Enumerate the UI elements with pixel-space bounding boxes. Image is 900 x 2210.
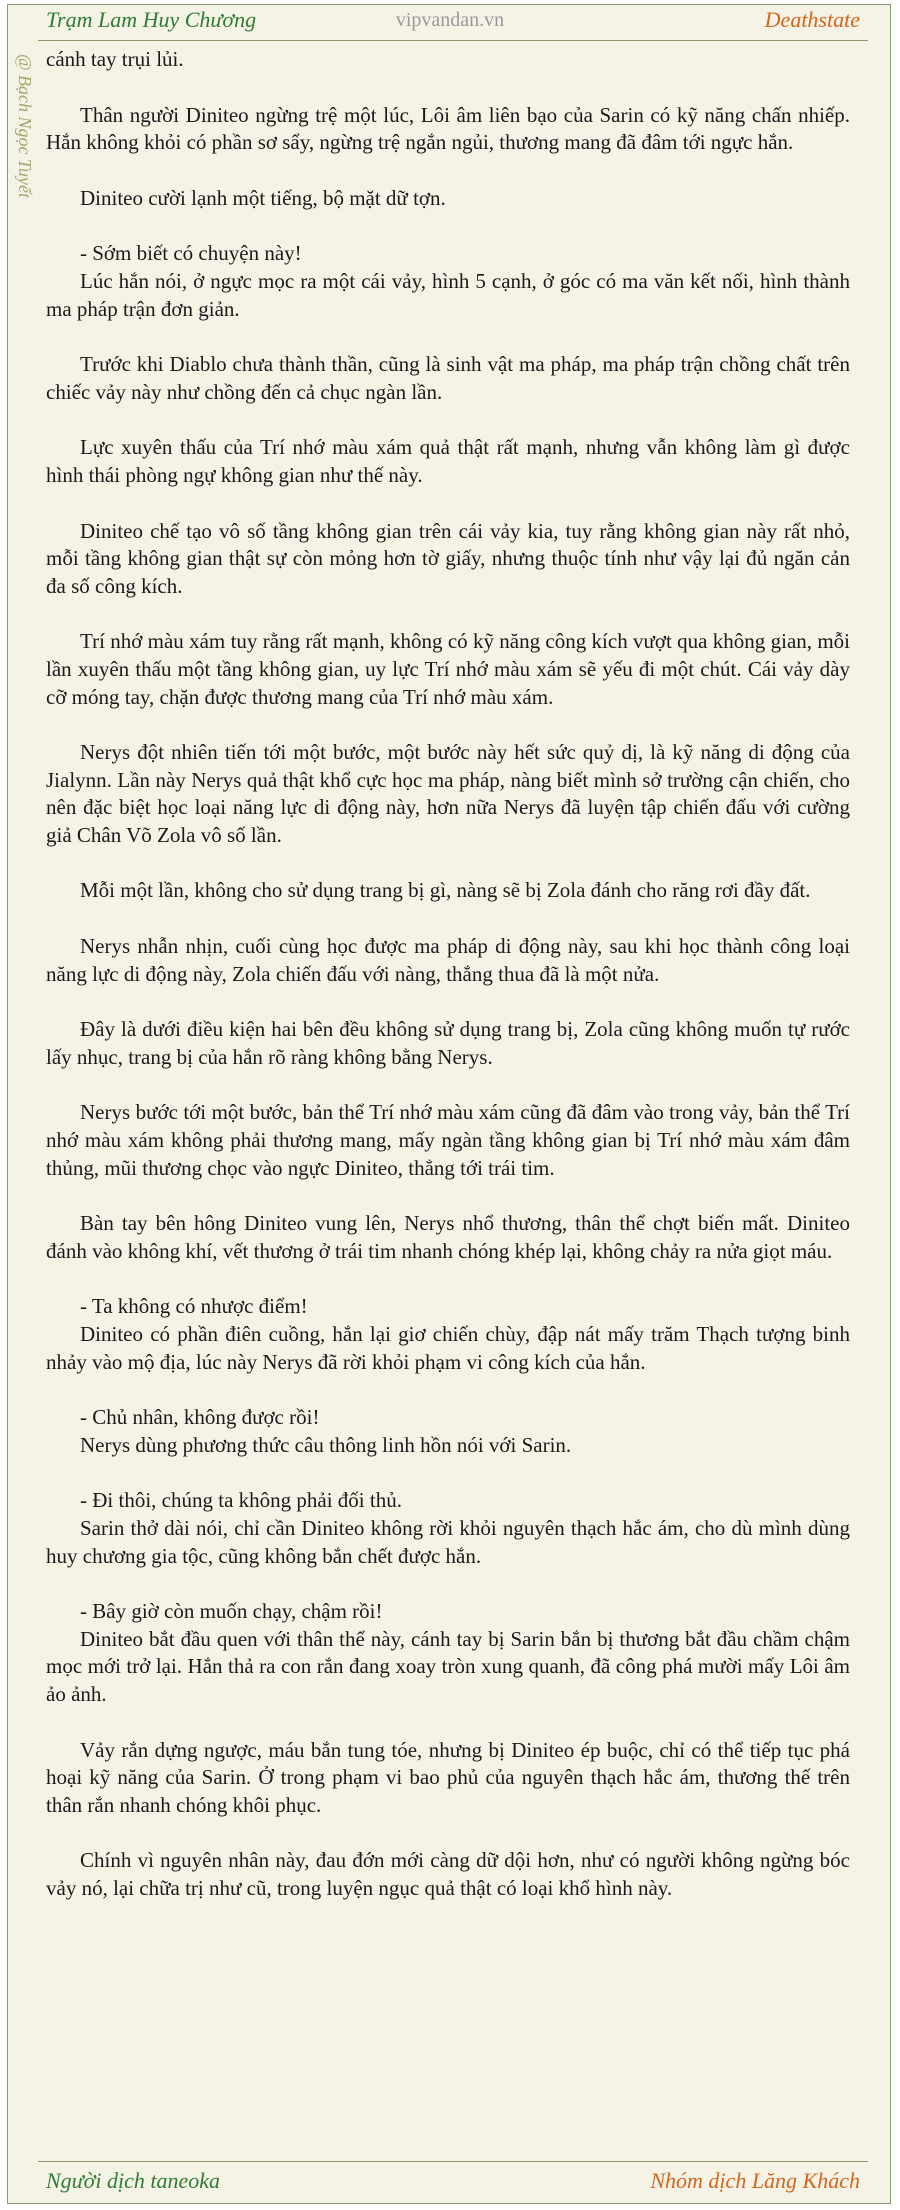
- paragraph: Mỗi một lần, không cho sử dụng trang bị gì, nàng sẽ bị Zola đánh cho răng rơi đầy đất.: [80, 878, 811, 903]
- dialogue-block: [46, 1404, 850, 1459]
- paragraph: Nerys nhẫn nhịn, cuối cùng học được ma pháp di động này, sau khi học thành công loại năng lực di động này, Zola chiến đấu với nàng, thắng thua đã là một nửa.: [46, 934, 850, 986]
- footer-divider: [38, 2161, 868, 2162]
- header-url: vipvandan.vn: [395, 9, 505, 31]
- dialogue-block: [46, 1598, 850, 1708]
- paragraph: Nerys đột nhiên tiến tới một bước, một bước này hết sức quỷ dị, là kỹ năng di động của Jialynn. Lần này Nerys quả thật khổ cực học ma pháp, nàng biết mình sở trường cận chiến, cho nên đặc biệt học loại năng lực di động này, hơn nữa Nerys đã luyện tập chiến đấu với cường giả Chân Võ Zola vô số lần.: [46, 740, 850, 847]
- paragraph: cánh tay trụi lủi.: [46, 47, 184, 71]
- dialogue-line: - Ta không có nhược điểm!: [80, 1294, 308, 1319]
- footer-translator: Người dịch taneoka: [46, 2168, 221, 2193]
- paragraph: Diniteo chế tạo vô số tầng không gian trên cái vảy kia, tuy rằng không gian này rất nhỏ, mỗi tầng không gian thật sự còn mỏng hơn tờ giấy, nhưng thuộc tính như vậy lại đủ ngăn cản đa số công kích.: [46, 518, 850, 598]
- paragraph: Sarin thở dài nói, chỉ cần Diniteo không rời khỏi nguyên thạch hắc ám, cho dù mình dùng huy chương gia tộc, cũng không bắn chết được hắn.: [46, 1515, 850, 1568]
- header-author: Deathstate: [764, 7, 860, 32]
- paragraph: Nerys dùng phương thức câu thông linh hồn nói với Sarin.: [80, 1432, 572, 1457]
- dialogue-line: - Sớm biết có chuyện này!: [80, 241, 302, 266]
- paragraph: Diniteo cười lạnh một tiếng, bộ mặt dữ tợn.: [80, 185, 446, 210]
- paragraph: Thân người Diniteo ngừng trệ một lúc, Lôi âm liên bạo của Sarin có kỹ năng chấn nhiếp. Hắn không khỏi có phần sơ sẩy, ngừng trệ ngắn ngủi, thương mang đã đâm tới ngực hắn.: [46, 102, 850, 155]
- paragraph: Diniteo bắt đầu quen với thân thể này, cánh tay bị Sarin bắn bị thương bắt đầu chầm chậm mọc mới trở lại. Hắn thả ra con rắn đang xoay tròn xung quanh, đã công phá mười mấy Lôi âm ảo ảnh.: [46, 1626, 850, 1706]
- paragraph: Vảy rắn dựng ngược, máu bắn tung tóe, nhưng bị Diniteo ép buộc, chỉ có thể tiếp tục phá hoại kỹ năng của Sarin. Ở trong phạm vi bao phủ của nguyên thạch hắc ám, thương thế trên thân rắn nhanh chóng khôi phục.: [46, 1737, 850, 1817]
- side-credit: @ Bạch Ngọc Tuyết: [15, 54, 35, 199]
- header-divider: [38, 40, 868, 41]
- dialogue-block: [46, 1293, 850, 1376]
- dialogue-block: [46, 1487, 850, 1570]
- paragraph: Lúc hắn nói, ở ngực mọc ra một cái vảy, hình 5 cạnh, ở góc có ma văn kết nối, hình thành ma pháp trận đơn giản.: [46, 268, 850, 321]
- paragraph: Bàn tay bên hông Diniteo vung lên, Nerys nhổ thương, thân thể chợt biến mất. Diniteo đánh vào không khí, vết thương ở trái tim nhanh chóng khép lại, không chảy ra nửa giọt máu.: [46, 1211, 850, 1263]
- paragraph: Diniteo có phần điên cuồng, hắn lại giơ chiến chùy, đập nát mấy trăm Thạch tượng binh nhảy vào mộ địa, lúc này Nerys đã rời khỏi phạm vi công kích của hắn.: [46, 1322, 850, 1374]
- dialogue-line: - Đi thôi, chúng ta không phải đối thủ.: [80, 1488, 402, 1513]
- paragraph: Lực xuyên thấu của Trí nhớ màu xám quả thật rất mạnh, nhưng vẫn không làm gì được hình thái phòng ngự không gian như thế này.: [46, 435, 850, 487]
- chapter-text: [46, 46, 850, 1931]
- paragraph: Nerys bước tới một bước, bản thể Trí nhớ màu xám cũng đã đâm vào trong vảy, bản thể Trí nhớ màu xám không phải thương mang, mấy ngàn tầng không gian bị Trí nhớ màu xám đâm thủng, mũi thương chọc vào ngực Diniteo, thẳng tới trái tim.: [46, 1100, 850, 1180]
- paragraph: Đây là dưới điều kiện hai bên đều không sử dụng trang bị, Zola cũng không muốn tự rước lấy nhục, trang bị của hắn rõ ràng không bằng Nerys.: [46, 1017, 850, 1069]
- footer-group: Nhóm dịch Lăng Khách: [650, 2168, 860, 2193]
- paragraph: Chính vì nguyên nhân này, đau đớn mới càng dữ dội hơn, như có người không ngừng bóc vảy nó, lại chữa trị như cũ, trong luyện ngục quả thật có loại khổ hình này.: [46, 1848, 850, 1900]
- dialogue-block: [46, 240, 850, 323]
- header-site-name: Trạm Lam Huy Chương: [46, 7, 257, 32]
- dialogue-line: - Bây giờ còn muốn chạy, chậm rồi!: [80, 1599, 383, 1624]
- dialogue-line: - Chủ nhân, không được rồi!: [80, 1405, 320, 1430]
- paragraph: Trí nhớ màu xám tuy rằng rất mạnh, không có kỹ năng công kích vượt qua không gian, mỗi lần xuyên thấu một tầng không gian, uy lực Trí nhớ màu xám sẽ yếu đi một chút. Cái vảy dày cỡ móng tay, chặn được thương mang của Trí nhớ màu xám.: [46, 629, 850, 709]
- paragraph: Trước khi Diablo chưa thành thần, cũng là sinh vật ma pháp, ma pháp trận chồng chất trên chiếc vảy này như chồng đến cả chục ngàn lần.: [46, 352, 850, 404]
